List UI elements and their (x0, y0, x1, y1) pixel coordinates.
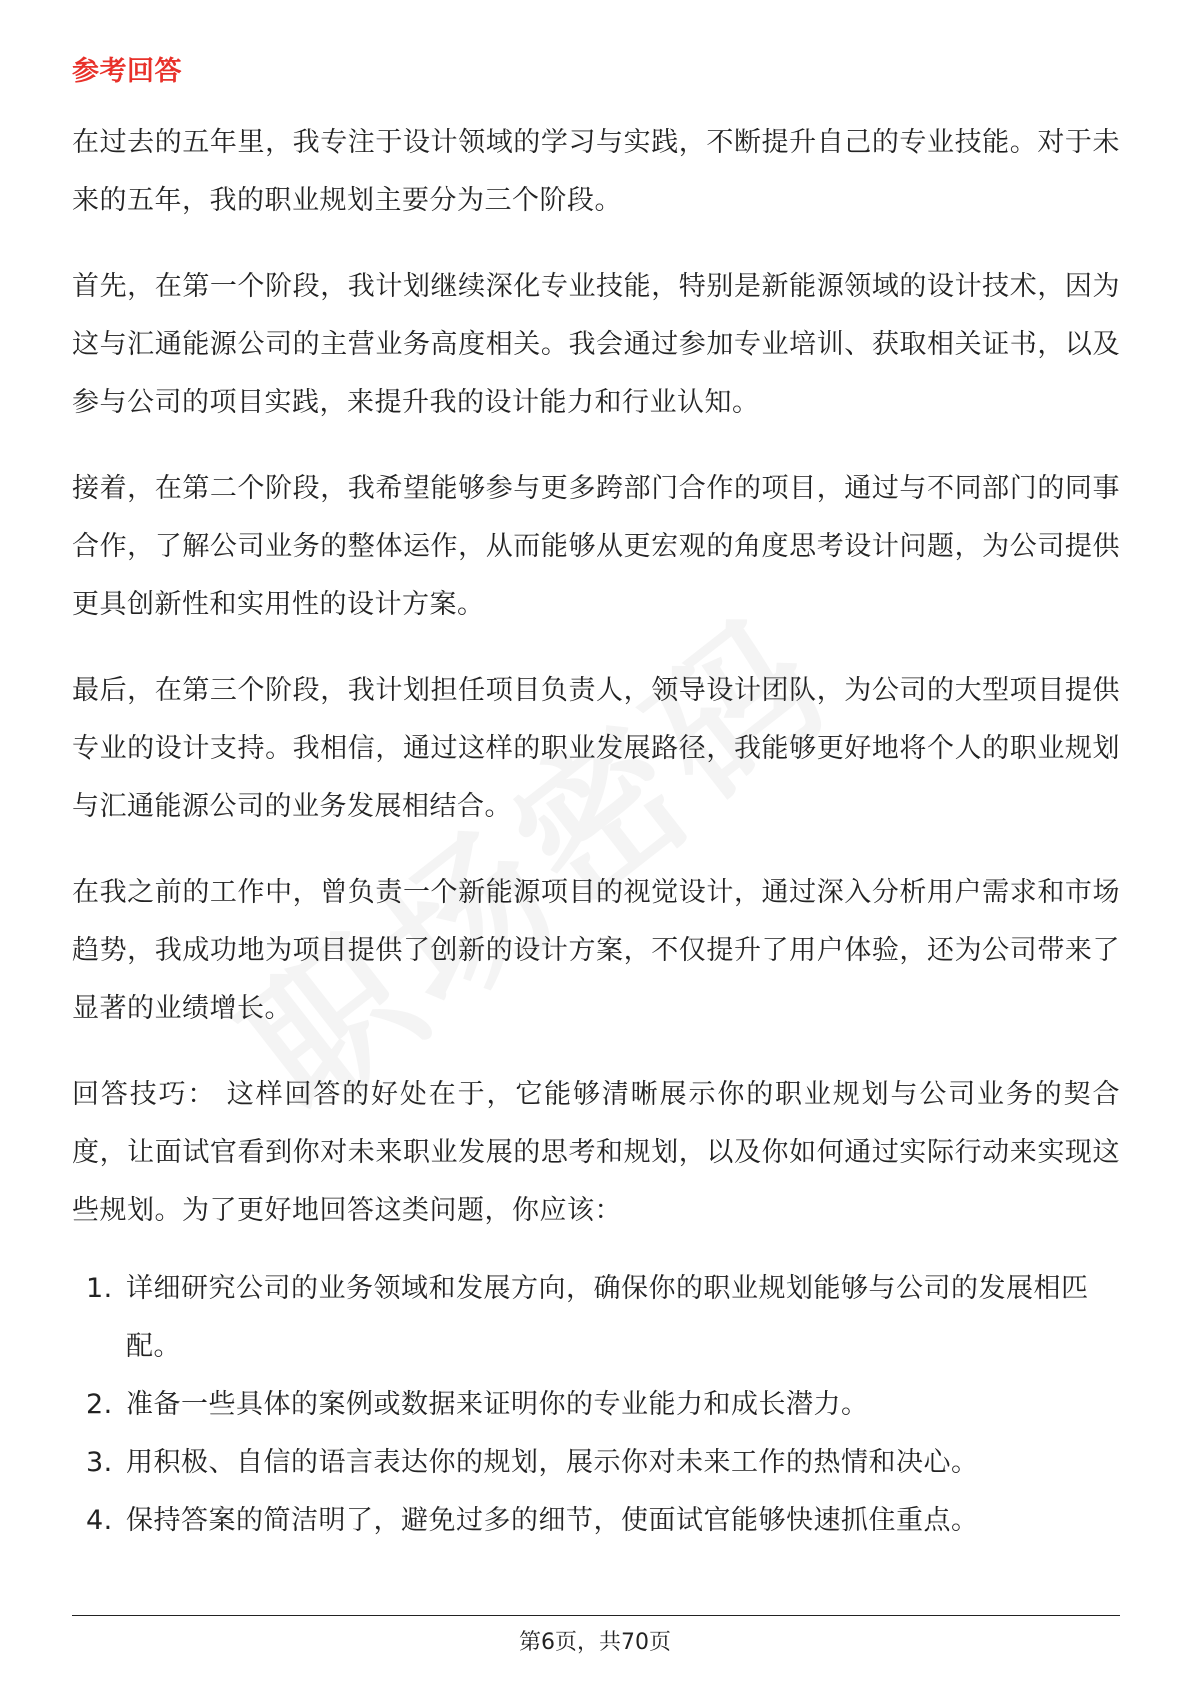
list-item-number: 4. (86, 1505, 113, 1536)
list-item-text: 用积极、自信的语言表达你的规划，展示你对未来工作的热情和决心。 (126, 1447, 979, 1478)
page-number: 第6页，共70页 (519, 1630, 671, 1655)
list-item (72, 1376, 1120, 1434)
paragraph: 在过去的五年里，我专注于设计领域的学习与实践，不断提升自己的专业技能。对于未来的五年，我的职业规划主要分为三个阶段。 (72, 127, 1120, 216)
list-item-number: 1. (86, 1273, 113, 1304)
list-item-text: 详细研究公司的业务领域和发展方向，确保你的职业规划能够与公司的发展相匹配。 (126, 1273, 1089, 1362)
section-heading: 参考回答 (72, 56, 182, 87)
list-item (72, 1434, 1120, 1492)
paragraph: 接着，在第二个阶段，我希望能够参与更多跨部门合作的项目，通过与不同部门的同事合作，了解公司业务的整体运作，从而能够从更宏观的角度思考设计问题，为公司提供更具创新性和实用性的设计方案。 (72, 473, 1120, 620)
paragraph: 最后，在第三个阶段，我计划担任项目负责人，领导设计团队，为公司的大型项目提供专业的设计支持。我相信，通过这样的职业发展路径，我能够更好地将个人的职业规划与汇通能源公司的业务发展相结合。 (72, 675, 1120, 822)
tips-list (72, 1260, 1120, 1550)
list-item-text: 保持答案的简洁明了，避免过多的细节，使面试官能够快速抓住重点。 (126, 1505, 979, 1536)
list-item-text: 准备一些具体的案例或数据来证明你的专业能力和成长潜力。 (126, 1389, 869, 1420)
list-item-number: 2. (86, 1389, 113, 1420)
tips-label: 回答技巧： (72, 1079, 217, 1110)
paragraph: 首先，在第一个阶段，我计划继续深化专业技能，特别是新能源领域的设计技术，因为这与汇通能源公司的主营业务高度相关。我会通过参加专业培训、获取相关证书，以及参与公司的项目实践，来提升我的设计能力和行业认知。 (72, 271, 1120, 418)
answer-content (72, 114, 1120, 1550)
footer-divider (72, 1615, 1120, 1616)
list-item (72, 1492, 1120, 1550)
paragraph: 在我之前的工作中，曾负责一个新能源项目的视觉设计，通过深入分析用户需求和市场趋势，我成功地为项目提供了创新的设计方案，不仅提升了用户体验，还为公司带来了显著的业绩增长。 (72, 877, 1120, 1024)
list-item-number: 3. (86, 1447, 113, 1478)
answer-tips-paragraph (72, 1066, 1120, 1240)
list-item (72, 1260, 1120, 1376)
tips-text: 这样回答的好处在于，它能够清晰展示你的职业规划与公司业务的契合度，让面试官看到你对未来职业发展的思考和规划，以及你如何通过实际行动来实现这些规划。为了更好地回答这类问题，你应该： (72, 1079, 1120, 1226)
